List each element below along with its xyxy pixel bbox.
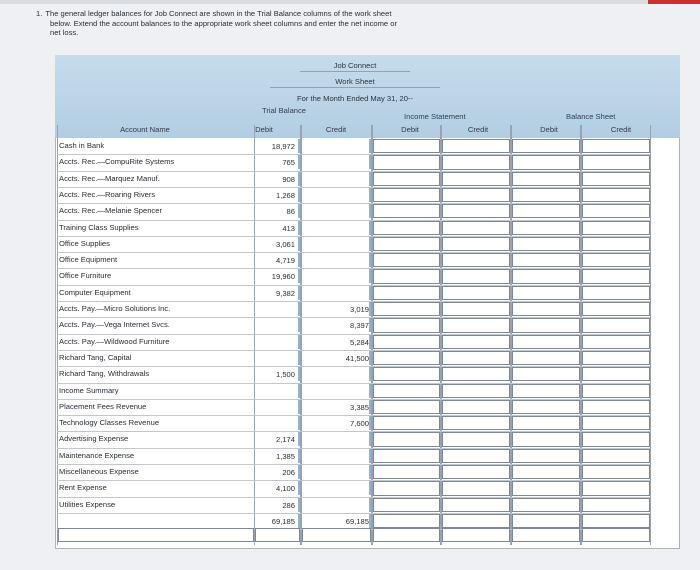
net-income-input[interactable] — [302, 528, 371, 542]
is-debit-input[interactable] — [373, 335, 440, 349]
bs-credit-input[interactable] — [582, 514, 650, 528]
cell-marker — [369, 253, 371, 267]
column-divider — [301, 125, 302, 545]
group-income-statement: Income Statement — [404, 112, 466, 121]
account-name-cell: Technology Classes Revenue — [59, 418, 160, 428]
net-income-input[interactable] — [512, 528, 580, 542]
worksheet-title: Work Sheet — [335, 77, 375, 86]
is-debit-input[interactable] — [373, 302, 440, 316]
is-debit-input[interactable] — [373, 449, 440, 463]
bs-debit-input[interactable] — [512, 449, 580, 463]
bs-debit-input[interactable] — [512, 432, 580, 446]
worksheet-period: For the Month Ended May 31, 20-- — [296, 94, 414, 103]
account-name-cell: Utilities Expense — [59, 499, 116, 509]
is-credit-input[interactable] — [442, 432, 510, 446]
cell-marker — [298, 498, 300, 512]
is-debit-input[interactable] — [373, 204, 440, 218]
trial-balance-debit-cell: 18,972 — [271, 142, 295, 151]
cell-marker — [369, 204, 371, 218]
account-name-cell: Accts. Pay.—Micro Solutions Inc. — [59, 304, 171, 313]
is-credit-input[interactable] — [442, 172, 510, 186]
trial-balance-debit-cell: 413 — [282, 223, 295, 233]
col-bs-credit: Credit — [610, 125, 632, 134]
column-divider — [57, 125, 58, 545]
net-income-input[interactable] — [373, 528, 440, 542]
col-is-debit: Debit — [401, 125, 419, 134]
bs-credit-input[interactable] — [582, 318, 650, 332]
cell-marker — [298, 465, 300, 479]
trial-balance-debit-cell: 1,500 — [275, 370, 295, 380]
bs-credit-input[interactable] — [582, 481, 650, 495]
is-credit-input[interactable] — [442, 367, 510, 381]
red-accent-bar — [648, 0, 700, 4]
cell-marker — [369, 367, 371, 381]
trial-balance-debit-cell: 86 — [286, 207, 295, 217]
net-income-input[interactable] — [255, 528, 300, 542]
cell-marker — [369, 384, 371, 398]
trial-balance-credit-cell: 3,019 — [349, 305, 369, 314]
cell-marker — [298, 432, 300, 446]
is-debit-input[interactable] — [373, 286, 440, 300]
bs-credit-input[interactable] — [582, 237, 650, 251]
is-credit-input[interactable] — [442, 481, 510, 495]
is-debit-input[interactable] — [373, 253, 440, 267]
cell-marker — [298, 318, 300, 332]
is-credit-input[interactable] — [442, 384, 510, 398]
cell-marker — [369, 286, 371, 300]
is-debit-input[interactable] — [373, 400, 440, 414]
is-credit-input[interactable] — [442, 139, 510, 153]
bs-debit-input[interactable] — [512, 351, 580, 365]
is-credit-input[interactable] — [442, 498, 510, 512]
cell-marker — [369, 335, 371, 349]
trial-balance-credit-cell: 41,500 — [345, 353, 369, 363]
is-debit-input[interactable] — [373, 237, 440, 251]
is-credit-input[interactable] — [442, 465, 510, 479]
bs-credit-input[interactable] — [582, 335, 650, 349]
bs-credit-input[interactable] — [582, 465, 650, 479]
bs-debit-input[interactable] — [512, 416, 580, 430]
is-credit-input[interactable] — [442, 188, 510, 202]
cell-marker — [369, 465, 371, 479]
cell-marker — [298, 204, 300, 218]
net-income-label-field[interactable] — [58, 528, 254, 542]
cell-marker — [298, 237, 300, 251]
is-credit-input[interactable] — [442, 204, 510, 218]
is-debit-input[interactable] — [373, 481, 440, 495]
bs-credit-input[interactable] — [582, 204, 650, 218]
bs-debit-input[interactable] — [512, 514, 580, 528]
is-debit-input[interactable] — [373, 172, 440, 186]
bs-credit-input[interactable] — [582, 253, 650, 267]
bs-credit-input[interactable] — [582, 367, 650, 381]
bs-credit-input[interactable] — [582, 384, 650, 398]
cell-marker — [369, 481, 371, 495]
account-name-cell: Miscellaneous Expense — [59, 467, 139, 476]
is-debit-input[interactable] — [373, 155, 440, 169]
account-name-cell: Richard Tang, Capital — [59, 352, 132, 362]
trial-balance-debit-cell: 286 — [282, 500, 295, 510]
group-balance-sheet: Balance Sheet — [566, 112, 616, 121]
trial-balance-credit-cell: 5,284 — [349, 337, 369, 347]
account-name-cell: Advertising Expense — [59, 434, 129, 444]
instructions-line-1: The general ledger balances for Job Connect are shown in the Trial Balance columns of the work sheet — [45, 9, 392, 18]
account-name-cell: Accts. Pay.—Vega Internet Svcs. — [59, 320, 170, 330]
is-credit-input[interactable] — [442, 221, 510, 235]
top-strip — [0, 0, 700, 4]
col-tb-credit: Credit — [325, 125, 347, 134]
cell-marker — [369, 416, 371, 430]
is-credit-input[interactable] — [442, 253, 510, 267]
is-credit-input[interactable] — [442, 237, 510, 251]
bs-credit-input[interactable] — [582, 139, 650, 153]
question-number: 1. — [36, 9, 43, 18]
account-name-cell: Cash in Bank — [59, 141, 105, 150]
cell-marker — [298, 416, 300, 430]
bs-debit-input[interactable] — [512, 204, 580, 218]
bs-credit-input[interactable] — [582, 302, 650, 316]
cell-marker — [369, 302, 371, 316]
trial-balance-debit-cell: 19,960 — [271, 272, 295, 282]
trial-balance-credit-cell: 3,385 — [349, 402, 369, 412]
cell-marker — [369, 155, 371, 169]
bs-credit-input[interactable] — [582, 351, 650, 365]
is-debit-input[interactable] — [373, 465, 440, 479]
cell-marker — [298, 335, 300, 349]
bs-credit-input[interactable] — [582, 221, 650, 235]
account-name-cell: Placement Fees Revenue — [59, 401, 147, 411]
trial-balance-debit-cell: 4,100 — [275, 484, 295, 494]
account-name-cell: Accts. Rec.—Melanie Spencer — [59, 206, 162, 216]
cell-marker — [369, 318, 371, 332]
is-debit-input[interactable] — [373, 221, 440, 235]
is-debit-input[interactable] — [373, 269, 440, 283]
cell-marker — [369, 449, 371, 463]
is-credit-input[interactable] — [442, 286, 510, 300]
bs-credit-input[interactable] — [582, 400, 650, 414]
trial-balance-debit-cell: 1,268 — [275, 190, 295, 200]
cell-marker — [298, 351, 300, 365]
bs-credit-input[interactable] — [582, 188, 650, 202]
trial-balance-debit-cell: 69,185 — [271, 516, 295, 526]
cell-marker — [298, 384, 300, 398]
bs-debit-input[interactable] — [512, 498, 580, 512]
bs-credit-input[interactable] — [582, 155, 650, 169]
trial-balance-debit-cell: 3,061 — [275, 239, 295, 249]
is-debit-input[interactable] — [373, 188, 440, 202]
account-name-cell: Accts. Rec.—Marquez Manuf. — [59, 173, 160, 183]
cell-marker — [298, 221, 300, 235]
trial-balance-debit-cell: 9,382 — [275, 288, 295, 298]
cell-marker — [298, 172, 300, 186]
bs-debit-input[interactable] — [512, 367, 580, 381]
cell-marker — [369, 172, 371, 186]
cell-marker — [298, 155, 300, 169]
is-debit-input[interactable] — [373, 139, 440, 153]
cell-marker — [369, 237, 371, 251]
cell-marker — [298, 400, 300, 414]
cell-marker — [298, 253, 300, 267]
is-credit-input[interactable] — [442, 269, 510, 283]
account-name-cell: Office Furniture — [59, 271, 112, 281]
trial-balance-debit-cell: 4,719 — [275, 256, 295, 266]
bs-debit-input[interactable] — [512, 155, 580, 169]
cell-marker — [298, 269, 300, 283]
net-income-input[interactable] — [442, 528, 510, 542]
account-name-cell: Rent Expense — [59, 483, 107, 493]
bs-credit-input[interactable] — [582, 416, 650, 430]
net-income-input[interactable] — [582, 528, 650, 542]
is-credit-input[interactable] — [442, 449, 510, 463]
bs-credit-input[interactable] — [582, 432, 650, 446]
bs-debit-input[interactable] — [512, 253, 580, 267]
is-debit-input[interactable] — [373, 351, 440, 365]
account-name-cell: Office Equipment — [59, 255, 118, 265]
bs-credit-input[interactable] — [582, 286, 650, 300]
column-divider — [650, 125, 651, 545]
col-bs-debit: Debit — [540, 125, 558, 134]
instructions — [36, 9, 506, 38]
bs-debit-input[interactable] — [512, 139, 580, 153]
bs-credit-input[interactable] — [582, 498, 650, 512]
cell-marker — [298, 139, 300, 153]
cell-marker — [369, 400, 371, 414]
account-name-cell: Accts. Pay.—Wildwood Furniture — [59, 336, 170, 346]
is-debit-input[interactable] — [373, 367, 440, 381]
trial-balance-debit-cell: 1,385 — [275, 451, 295, 461]
cell-marker — [298, 514, 300, 528]
bs-debit-input[interactable] — [512, 286, 580, 300]
account-name-cell: Richard Tang, Withdrawals — [59, 369, 150, 379]
cell-marker — [369, 514, 371, 528]
account-name-cell: Training Class Supplies — [59, 222, 139, 232]
bs-debit-input[interactable] — [512, 400, 580, 414]
is-credit-input[interactable] — [442, 514, 510, 528]
bs-debit-input[interactable] — [512, 384, 580, 398]
bs-debit-input[interactable] — [512, 237, 580, 251]
account-name-cell: Income Summary — [59, 385, 119, 395]
bs-credit-input[interactable] — [582, 172, 650, 186]
is-credit-input[interactable] — [442, 318, 510, 332]
trial-balance-credit-cell: 8,397 — [349, 321, 369, 331]
is-debit-input[interactable] — [373, 432, 440, 446]
is-debit-input[interactable] — [373, 384, 440, 398]
is-debit-input[interactable] — [373, 514, 440, 528]
is-credit-input[interactable] — [442, 400, 510, 414]
column-divider — [254, 125, 255, 545]
is-credit-input[interactable] — [442, 155, 510, 169]
cell-marker — [369, 432, 371, 446]
trial-balance-credit-cell: 7,600 — [349, 419, 369, 429]
bs-debit-input[interactable] — [512, 302, 580, 316]
cell-marker — [369, 498, 371, 512]
account-name-cell: Accts. Rec.—CompuRite Systems — [59, 157, 175, 167]
is-credit-input[interactable] — [442, 416, 510, 430]
bs-credit-input[interactable] — [582, 269, 650, 283]
bs-debit-input[interactable] — [512, 188, 580, 202]
cell-marker — [298, 481, 300, 495]
cell-marker — [298, 449, 300, 463]
is-credit-input[interactable] — [442, 335, 510, 349]
trial-balance-debit-cell: 206 — [282, 468, 295, 477]
trial-balance-debit-cell: 908 — [282, 174, 295, 184]
trial-balance-debit-cell: 765 — [282, 158, 295, 168]
is-debit-input[interactable] — [373, 498, 440, 512]
trial-balance-credit-cell: 69,185 — [345, 516, 369, 526]
col-tb-debit: Debit — [255, 125, 273, 134]
cell-marker — [298, 302, 300, 316]
cell-marker — [369, 221, 371, 235]
cell-marker — [298, 188, 300, 202]
cell-marker — [369, 139, 371, 153]
bs-debit-input[interactable] — [512, 318, 580, 332]
account-name-cell: Computer Equipment — [59, 287, 131, 297]
bs-debit-input[interactable] — [512, 221, 580, 235]
bs-debit-input[interactable] — [512, 172, 580, 186]
cell-marker — [369, 351, 371, 365]
cell-marker — [298, 286, 300, 300]
col-account-name: Account Name — [120, 125, 170, 134]
is-credit-input[interactable] — [442, 351, 510, 365]
account-name-cell: Office Supplies — [59, 238, 110, 248]
col-is-credit: Credit — [467, 125, 489, 134]
is-debit-input[interactable] — [373, 318, 440, 332]
bs-credit-input[interactable] — [582, 449, 650, 463]
instructions-line-3: net loss. — [50, 28, 79, 38]
bs-debit-input[interactable] — [512, 269, 580, 283]
bs-debit-input[interactable] — [512, 335, 580, 349]
cell-marker — [369, 188, 371, 202]
cell-marker — [369, 269, 371, 283]
account-name-cell: Accts. Rec.—Roaring Rivers — [59, 189, 156, 199]
group-trial-balance: Trial Balance — [262, 106, 307, 115]
instructions-line-2: below. Extend the account balances to the appropriate work sheet columns and enter the net income or — [50, 18, 397, 28]
is-credit-input[interactable] — [442, 302, 510, 316]
bs-debit-input[interactable] — [512, 481, 580, 495]
trial-balance-debit-cell: 2,174 — [275, 435, 295, 445]
bs-debit-input[interactable] — [512, 465, 580, 479]
account-name-cell: Maintenance Expense — [59, 450, 135, 460]
company-name: Job Connect — [333, 61, 377, 70]
is-debit-input[interactable] — [373, 416, 440, 430]
cell-marker — [298, 367, 300, 381]
